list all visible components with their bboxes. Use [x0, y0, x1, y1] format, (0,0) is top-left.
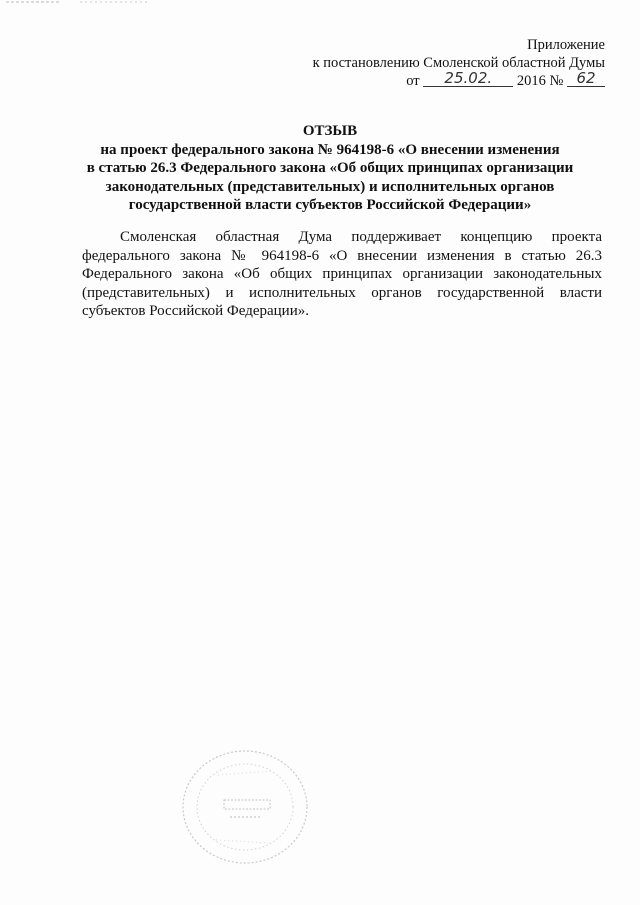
title-line-4: законодательных (представительных) и исполнительных органов: [105, 178, 555, 195]
date-prefix: от: [406, 73, 420, 89]
year-and-number-label: 2016 №: [516, 73, 564, 89]
appendix-label: Приложение: [527, 37, 605, 53]
faded-seal-stamp: [178, 745, 313, 870]
title-line-2: на проект федерального закона № 964198-6 «О внесении изменения: [100, 141, 560, 158]
document-title: [70, 122, 590, 215]
handwritten-number: 62: [567, 71, 605, 87]
review-paragraph: Смоленская областная Дума поддерживает концепцию проекта федерального закона № 964198-6 «О внесении изменения в статью 26.3 Федерального закона «Об общих принципах организации законодательных (представительных) и исполнительных органов государственной власти субъектов Российской Федерации».: [82, 229, 602, 319]
appendix-header: [265, 36, 605, 90]
appendix-date-line: [265, 69, 605, 90]
title-line-3: в статью 26.3 Федерального закона «Об общих принципах организации: [86, 160, 574, 176]
handwritten-date: 25.02.: [423, 71, 513, 87]
title-heading: ОТЗЫВ: [302, 123, 358, 139]
title-line-5: государственной власти субъектов Российской Федерации»: [128, 197, 532, 213]
scan-edge-marks: [0, 0, 180, 8]
appendix-resolution-ref: к постановлению Смоленской областной Думы: [312, 55, 605, 71]
